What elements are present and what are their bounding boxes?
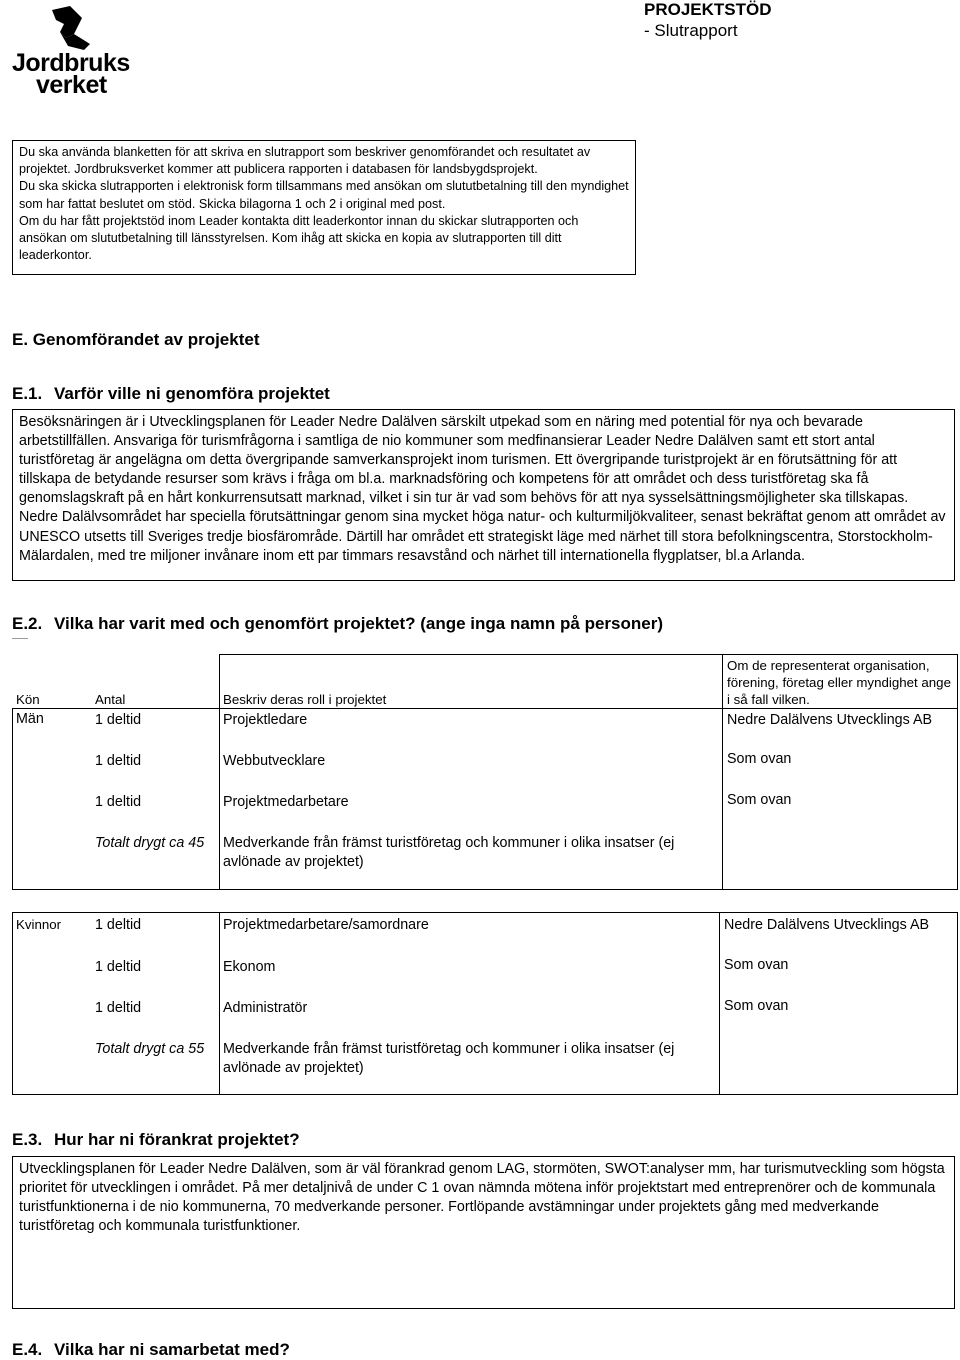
answer-box-e1[interactable] (12, 409, 955, 581)
logo-mark-icon (12, 4, 142, 54)
table-border (957, 912, 958, 1095)
question-text: Varför ville ni genomföra projektet (54, 384, 330, 403)
table-border (219, 654, 220, 890)
logo-line-1: Jordbruks (12, 49, 130, 77)
men-row-3-org: Som ovan (727, 792, 792, 808)
question-number: E.4. (12, 1340, 43, 1359)
women-row-4-roll: Medverkande från främst turistföretag och kommuner i olika insatser (ej avlönade av projektet) (223, 1041, 675, 1076)
instructions-box (12, 140, 636, 275)
document-subtitle: - Slutrapport (644, 21, 738, 40)
table-border (12, 912, 958, 913)
question-text: Hur har ni förankrat projektet? (54, 1130, 300, 1149)
divider (12, 638, 28, 639)
men-row-2-org: Som ovan (727, 751, 792, 767)
question-number: E.3. (12, 1130, 43, 1149)
gender-men: Män (16, 711, 44, 727)
table-border (219, 912, 220, 1095)
header-kon: Kön (16, 692, 40, 707)
table-border (12, 912, 13, 1095)
question-e1 (12, 384, 330, 404)
men-row-3-antal: 1 deltid (95, 794, 142, 810)
men-row-1-org: Nedre Dalälvens Utvecklings AB (727, 712, 933, 728)
instructions-paragraph-3: Om du har fått projektstöd inom Leader kontakta ditt leaderkontor innan du skickar slutrapporten och ansökan om slututbetalning till länsstyrelsen. Kom ihåg att skicka en kopia av slutrapporten till ditt leaderkontor. (19, 213, 579, 263)
men-row-3-roll: Projektmedarbetare (223, 794, 349, 810)
header-roll: Beskriv deras roll i projektet (223, 692, 387, 707)
answer-box-e3[interactable] (12, 1156, 955, 1309)
women-row-1-roll: Projektmedarbetare/samordnare (223, 917, 429, 933)
gender-women: Kvinnor (16, 917, 62, 932)
table-border (719, 912, 720, 1095)
document-title: PROJEKTSTÖD (644, 0, 772, 19)
question-text: Vilka har varit med och genomfört projektet? (ange inga namn på personer) (54, 614, 663, 633)
section-heading: E. Genomförandet av projektet (12, 330, 260, 349)
men-row-2-roll: Webbutvecklare (223, 753, 326, 769)
women-row-3-roll: Administratör (223, 1000, 308, 1016)
table-border (12, 708, 220, 709)
table-border (12, 708, 13, 890)
answer-text: Utvecklingsplanen för Leader Nedre Dalälven, som är väl förankrad genom LAG, stormöten, SWOT:analyser mm, har turismutveckling som högsta prioritet för utvecklingen i området. På mer detaljnivå de under C 1 ovan nämnda mötena inför projektstart med entreprenörer och de kommunala turistfunktionerna i de nio kommunerna, 70 medverkande personer. Fortlöpande avstämningar under projektets gång med medverkande turistföretag och kommunala turistfunktioner. (19, 1161, 945, 1235)
logo-wordmark (12, 49, 130, 99)
jordbruksverket-logo (12, 4, 142, 102)
women-row-2-antal: 1 deltid (95, 959, 142, 975)
women-row-4-antal: Totalt drygt ca 55 (95, 1041, 205, 1057)
question-number: E.2. (12, 614, 43, 633)
instructions-paragraph-2: Du ska skicka slutrapporten i elektronisk form tillsammans med ansökan om slututbetalning till den myndighet som har fattat beslutet om stöd. Skicka bilagorna 1 och 2 i original med post. (19, 179, 629, 211)
table-border (12, 1094, 958, 1095)
women-row-1-org: Nedre Dalälvens Utvecklings AB (724, 917, 930, 933)
table-border (722, 654, 723, 890)
men-row-4-antal: Totalt drygt ca 45 (95, 835, 205, 851)
header-antal: Antal (95, 692, 126, 707)
table-border (219, 654, 958, 655)
men-row-1-antal: 1 deltid (95, 712, 142, 728)
women-row-2-roll: Ekonom (223, 959, 276, 975)
women-row-1-antal: 1 deltid (95, 917, 142, 933)
men-row-2-antal: 1 deltid (95, 753, 142, 769)
question-number: E.1. (12, 384, 43, 403)
men-row-4-roll: Medverkande från främst turistföretag och kommuner i olika insatser (ej avlönade av projektet) (223, 835, 675, 870)
table-border (957, 654, 958, 890)
question-e2 (12, 614, 663, 634)
women-row-3-org: Som ovan (724, 998, 789, 1014)
instructions-paragraph-1: Du ska använda blanketten för att skriva en slutrapport som beskriver genomförandet och resultatet av projektet. Jordbruksverket kommer att publicera rapporten i databasen för landsbygdsprojekt. (19, 145, 591, 177)
table-border (12, 889, 958, 890)
question-e4 (12, 1340, 290, 1360)
question-e3 (12, 1130, 300, 1150)
women-row-2-org: Som ovan (724, 957, 789, 973)
table-border (219, 708, 958, 709)
men-row-1-roll: Projektledare (223, 712, 308, 728)
women-row-3-antal: 1 deltid (95, 1000, 142, 1016)
header-org: Om de representerat organisation, förening, företag eller myndighet ange i så fall vilken. (727, 658, 951, 707)
answer-text: Besöksnäringen är i Utvecklingsplanen för Leader Nedre Dalälven särskilt utpekad som en näring med potential för nya och bevarade arbetstillfällen. Ansvariga för turismfrågorna i samtliga de nio kommuner som medfinansierar Leader Nedre Dalälven samt ett stort antal turistföretag är angelägna om detta övergripande samverkansprojekt inom turismen. Ett övergripande turistprojekt är en förutsättning för att tillskapa de betydande resurser som krävs i fråga om bl.a. marknadsföring och kompetens för att området och dess turistföretag ska få genomslagskraft på en hårt konkurrensutsatt marknad, vilket i sin tur är vad som behövs för att nya sysselsättningsmöjligheter ska tillskapas. Nedre Dalälvsområdet har speciella förutsättningar genom sina mycket höga natur- och kulturmiljökvaliteer, senast bekräftat genom att området av UNESCO utsetts till Sveriges tredje biosfärområde. Därtill har området ett strategiskt läge med närhet till stora befolkningscentra, Storstockholm-Mälardalen, med tre miljoner invånare inom ett par timmars resavstånd och närhet till internationella flygplatser, bl.a Arlanda. (19, 414, 946, 564)
logo-line-2: verket (36, 71, 107, 99)
question-text: Vilka har ni samarbetat med? (54, 1340, 290, 1359)
